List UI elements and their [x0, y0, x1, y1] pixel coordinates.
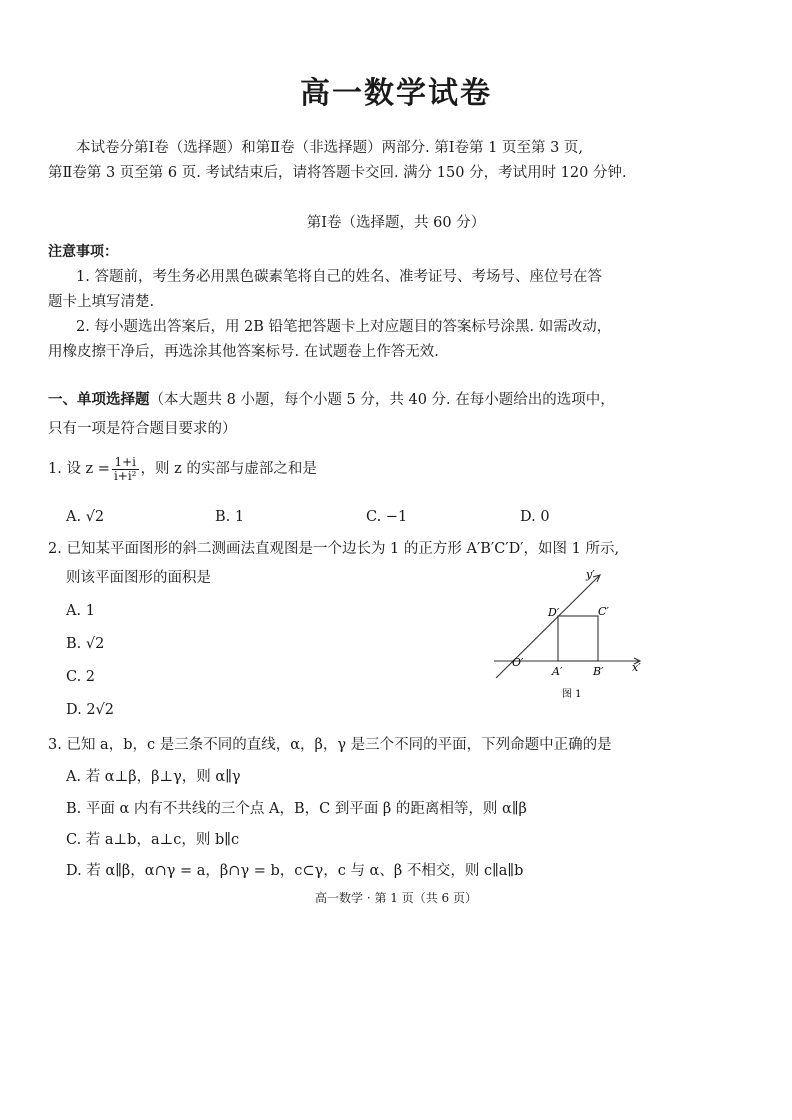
- part1-heading-line: [48, 390, 615, 410]
- q2-option-a: A. 1: [66, 603, 95, 619]
- figure-caption: 图 1: [562, 689, 582, 700]
- q1-option-c: C. −1: [366, 509, 408, 525]
- q3-option-d: D. 若 α∥β，α∩γ = a，β∩γ = b，c⊂γ，c 与 α、β 不相交，则 c∥a∥b: [66, 863, 524, 879]
- square-abcd: [558, 616, 598, 661]
- q2-stem-line-1: 2. 已知某平面图形的斜二测画法直观图是一个边长为 1 的正方形 A′B′C′D′，如图 1 所示,: [48, 541, 620, 557]
- part1-desc-2: 只有一项是符合题目要求的）: [48, 421, 237, 437]
- q1-option-a: A. √2: [66, 509, 105, 525]
- part1-desc-1: （本大题共 8 小题，每个小题 5 分，共 40 分. 在每小题给出的选项中，: [149, 392, 615, 408]
- label-x: x′: [632, 661, 641, 674]
- note-line-2: 题卡上填写清楚.: [48, 294, 155, 310]
- intro-line-2: 第Ⅱ卷第 3 页至第 6 页. 考试结束后，请将答题卡交回. 满分 150 分，考试用时 120 分钟.: [48, 165, 627, 181]
- page-title: 高一数学试卷: [300, 76, 492, 111]
- q1-option-d: D. 0: [520, 509, 550, 525]
- label-c: C′: [598, 605, 609, 618]
- part1-heading: 一、单项选择题: [48, 392, 150, 408]
- question-1-stem: [48, 452, 317, 486]
- section-1-title: 第Ⅰ卷（选择题，共 60 分）: [306, 215, 486, 231]
- q2-option-d: D. 2√2: [66, 702, 115, 718]
- page-footer: 高一数学 · 第 1 页（共 6 页）: [315, 891, 477, 905]
- note-line-1: 1. 答题前，考生务必用黑色碳素笔将自己的姓名、准考证号、考场号、座位号在答: [76, 269, 602, 285]
- q3-stem: 3. 已知 a，b，c 是三条不同的直线，α，β，γ 是三个不同的平面，下列命题中正确的是: [48, 737, 612, 753]
- label-o: O′: [512, 656, 524, 669]
- q2-option-c: C. 2: [66, 669, 96, 685]
- q1-suffix: ，则 z 的实部与虚部之和是: [140, 461, 317, 477]
- q3-option-a: A. 若 α⊥β，β⊥γ，则 α∥γ: [66, 769, 241, 785]
- q3-option-b: B. 平面 α 内有不共线的三个点 A，B，C 到平面 β 的距离相等，则 α∥β: [66, 801, 527, 817]
- q1-option-b: B. 1: [215, 509, 245, 525]
- note-line-3: 2. 每小题选出答案后，用 2B 铅笔把答题卡上对应题目的答案标号涂黑. 如需改动，: [76, 319, 612, 335]
- label-a: A′: [552, 665, 563, 678]
- q3-option-c: C. 若 a⊥b，a⊥c，则 b∥c: [66, 832, 240, 848]
- q2-option-b: B. √2: [66, 636, 105, 652]
- note-line-4: 用橡皮擦干净后，再选涂其他答案标号. 在试题卷上作答无效.: [48, 344, 439, 360]
- intro-line-1: 本试卷分第Ⅰ卷（选择题）和第Ⅱ卷（非选择题）两部分. 第Ⅰ卷第 1 页至第 3 页,: [76, 140, 584, 156]
- label-d: D′: [548, 606, 560, 619]
- q1-prefix: 1. 设 z =: [48, 461, 110, 477]
- label-b: B′: [593, 665, 604, 678]
- label-y: y′: [586, 568, 595, 581]
- q1-numerator: 1+i: [112, 456, 139, 470]
- q1-denominator: i+i²: [113, 468, 137, 483]
- figure-1: [490, 565, 650, 705]
- q1-fraction: [112, 456, 139, 483]
- q2-stem-line-2: 则该平面图形的面积是: [66, 570, 211, 586]
- notes-heading: 注意事项：: [48, 244, 118, 260]
